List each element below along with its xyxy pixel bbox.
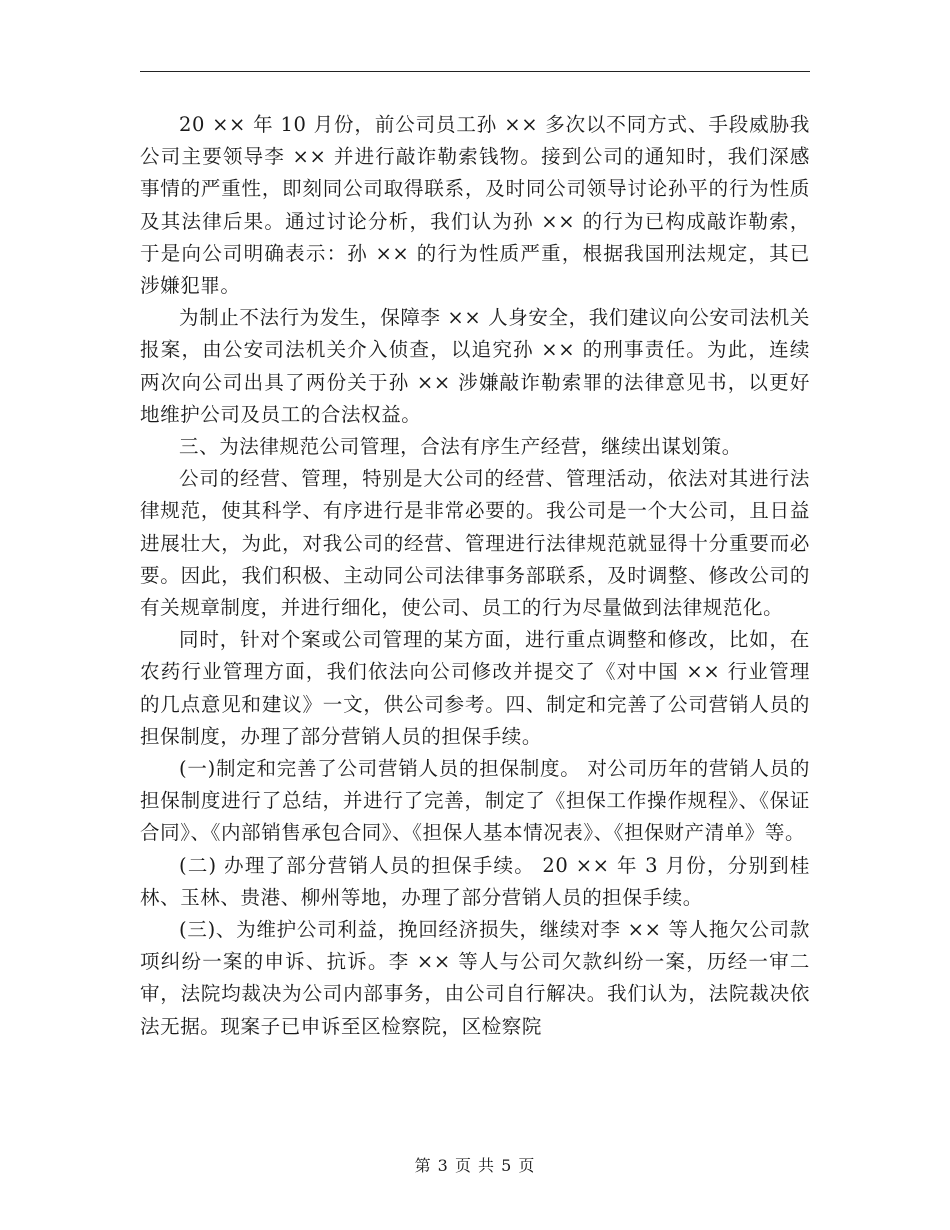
paragraph-police-report: 为制止不法行为发生，保障李 ×× 人身安全，我们建议向公安司法机关报案，由公安司法机关介入侦查，以追究孙 ×× 的刑事责任。为此，连续两次向公司出具了两份关于孙 ×× 涉嫌敲诈勒索罪的法律意见书，以更好地维护公司及员工的合法权益。 (140, 306, 810, 426)
paragraph-guarantee-system: (一)制定和完善了公司营销人员的担保制度。 对公司历年的营销人员的担保制度进行了总结，并进行了完善，制定了《担保工作操作规程》、《保证合同》、《内部销售承包合同》、《担保人基本情况表》、《担保财产清单》等。 (140, 757, 810, 845)
document-body (140, 109, 810, 1043)
paragraph-legal-regulation: 公司的经营、管理，特别是大公司的经营、管理活动，依法对其进行法律规范，使其科学、有序进行是非常必要的。我公司是一个大公司，且日益进展壮大，为此，对我公司的经营、管理进行法律规范就显得十分重要而必要。因此，我们积极、主动同公司法律事务部联系，及时调整、修改公司的有关规章制度，并进行细化，使公司、员工的行为尽量做到法律规范化。 (140, 467, 810, 620)
paragraph-appeal: (三)、为维护公司利益，挽回经济损失，继续对李 ×× 等人拖欠公司款项纠纷一案的申诉、抗诉。李 ×× 等人与公司欠款纠纷一案，历经一审二审，法院均裁决为公司内部事务，由公司自行解决。我们认为，法院裁决依法无据。现案子已申诉至区检察院，区检察院 (140, 918, 810, 1038)
paragraph-industry-management: 同时，针对个案或公司管理的某方面，进行重点调整和修改，比如，在农药行业管理方面，我们依法向公司修改并提交了《对中国 ×× 行业管理的几点意见和建议》一文，供公司参考。四、制定和完善了公司营销人员的担保制度，办理了部分营销人员的担保手续。 (140, 628, 810, 748)
paragraph-extortion-case: 20 ×× 年 10 月份，前公司员工孙 ×× 多次以不同方式、手段威胁我公司主要领导李 ×× 并进行敲诈勒索钱物。接到公司的通知时，我们深感事情的严重性，即刻同公司取得联系，及时同公司领导讨论孙平的行为性质及其法律后果。通过讨论分析，我们认为孙 ×× 的行为已构成敲诈勒索，于是向公司明确表示：孙 ×× 的行为性质严重，根据我国刑法规定，其已涉嫌犯罪。 (140, 113, 810, 298)
page-number-footer: 第 3 页 共 5 页 (414, 1156, 536, 1175)
header-rule (140, 71, 810, 72)
paragraph-guarantee-procedures: (二) 办理了部分营销人员的担保手续。 20 ×× 年 3 月份，分别到桂林、玉林、贵港、柳州等地，办理了部分营销人员的担保手续。 (140, 853, 810, 909)
paragraph-section-three-heading: 三、为法律规范公司管理，合法有序生产经营，继续出谋划策。 (179, 435, 742, 459)
